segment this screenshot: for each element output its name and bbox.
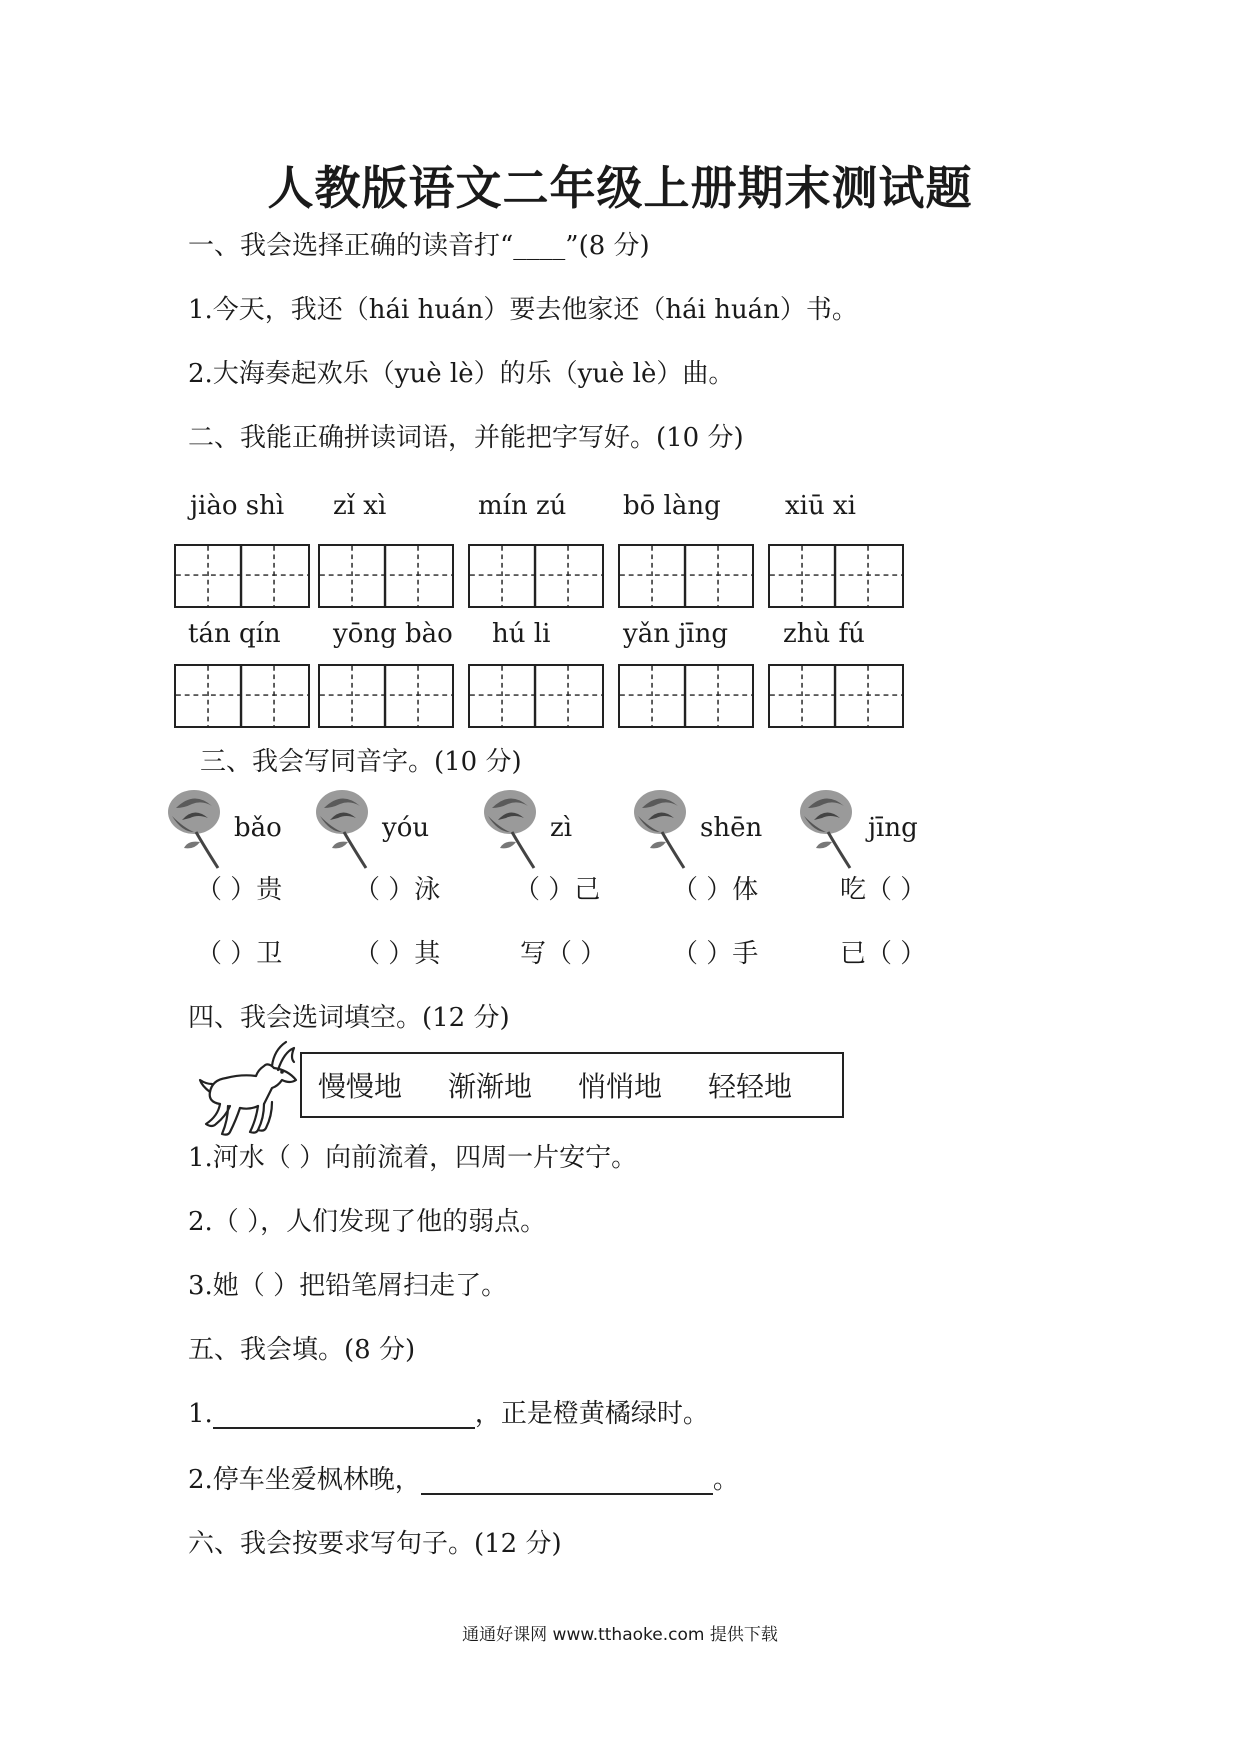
pinyin-jing: jīng <box>868 813 918 843</box>
rose-icon <box>794 786 866 870</box>
pinyin-yongbao: yōng bào <box>333 619 453 649</box>
section-2-heading: 二、我能正确拼读词语，并能把字写好。(10 分) <box>188 423 744 453</box>
pinyin-zhufu: zhù fú <box>783 619 865 649</box>
question-suffix: ，正是橙黄橘绿时。 <box>474 1399 709 1429</box>
section-1-question-1: 1.今天，我还（hái huán）要去他家还（hái huán）书。 <box>188 295 858 325</box>
pinyin-shen: shēn <box>700 813 763 843</box>
homophone-blank[interactable]: （ ）贵 <box>196 875 283 905</box>
writing-grid[interactable] <box>174 664 310 728</box>
writing-grid[interactable] <box>768 544 904 608</box>
section-4-question-3: 3.她（ ）把铅笔屑扫走了。 <box>188 1271 508 1301</box>
homophone-blank[interactable]: （ ）体 <box>672 875 759 905</box>
homophone-blank[interactable]: 吃（ ） <box>840 875 927 905</box>
pinyin-huli: hú li <box>492 619 551 649</box>
word-option[interactable]: 轻轻地 <box>708 1070 793 1103</box>
rose-icon <box>310 786 382 870</box>
section-4-question-1: 1.河水（ ）向前流着，四周一片安宁。 <box>188 1143 638 1173</box>
homophone-blank[interactable]: 写（ ） <box>520 939 607 969</box>
writing-grid[interactable] <box>174 544 310 608</box>
rose-icon <box>478 786 550 870</box>
writing-grid[interactable] <box>468 664 604 728</box>
pinyin-bao: bǎo <box>234 813 282 843</box>
section-1-question-2: 2.大海奏起欢乐（yuè lè）的乐（yuè lè）曲。 <box>188 359 735 389</box>
section-3-heading: 三、我会写同音字。(10 分) <box>200 747 522 777</box>
section-1-heading: 一、我会选择正确的读音打“____”(8 分) <box>188 231 650 261</box>
section-6-heading: 六、我会按要求写句子。(12 分) <box>188 1529 562 1559</box>
pinyin-bolang: bō làng <box>623 491 721 521</box>
rose-icon <box>628 786 700 870</box>
word-choice-box <box>300 1052 844 1118</box>
pinyin-yanjing: yǎn jīng <box>623 619 728 649</box>
section-5-question-1 <box>188 1396 709 1432</box>
section-4-heading: 四、我会选词填空。(12 分) <box>188 1003 510 1033</box>
writing-grid[interactable] <box>318 664 454 728</box>
pinyin-zi: zì <box>550 813 573 843</box>
homophone-blank[interactable]: （ ）泳 <box>354 875 441 905</box>
homophone-blank[interactable]: （ ）手 <box>672 939 759 969</box>
section-5-heading: 五、我会填。(8 分) <box>188 1335 416 1365</box>
question-prefix: 2.停车坐爱枫林晚， <box>188 1465 421 1495</box>
homophone-blank[interactable]: （ ）己 <box>514 875 601 905</box>
writing-grid[interactable] <box>318 544 454 608</box>
pinyin-you: yóu <box>382 813 430 843</box>
section-5-question-2 <box>188 1462 739 1498</box>
pinyin-minzu: mín zú <box>478 491 567 521</box>
section-4-question-2: 2.（ ），人们发现了他的弱点。 <box>188 1207 547 1237</box>
footer-credit: 通通好课网 www.tthaoke.com 提供下载 <box>462 1625 778 1645</box>
homophone-blank[interactable]: 已（ ） <box>840 939 927 969</box>
pinyin-tanqin: tán qín <box>188 619 281 649</box>
word-option[interactable]: 渐渐地 <box>448 1070 533 1103</box>
fill-blank[interactable] <box>421 1467 713 1495</box>
pinyin-jiaoshi: jiào shì <box>190 491 285 521</box>
goat-icon <box>198 1040 310 1140</box>
question-suffix: 。 <box>712 1465 739 1495</box>
fill-blank[interactable] <box>213 1401 475 1429</box>
page-title: 人教版语文二年级上册期末测试题 <box>267 161 973 215</box>
pinyin-zixi: zǐ xì <box>333 491 387 521</box>
writing-grid[interactable] <box>618 544 754 608</box>
pinyin-xiuxi: xiū xi <box>785 491 856 521</box>
writing-grid[interactable] <box>768 664 904 728</box>
writing-grid[interactable] <box>618 664 754 728</box>
rose-icon <box>162 786 234 870</box>
writing-grid[interactable] <box>468 544 604 608</box>
homophone-blank[interactable]: （ ）卫 <box>196 939 283 969</box>
word-option[interactable]: 慢慢地 <box>318 1070 403 1103</box>
question-prefix: 1. <box>188 1399 213 1429</box>
homophone-blank[interactable]: （ ）其 <box>354 939 441 969</box>
word-option[interactable]: 悄悄地 <box>578 1070 663 1103</box>
